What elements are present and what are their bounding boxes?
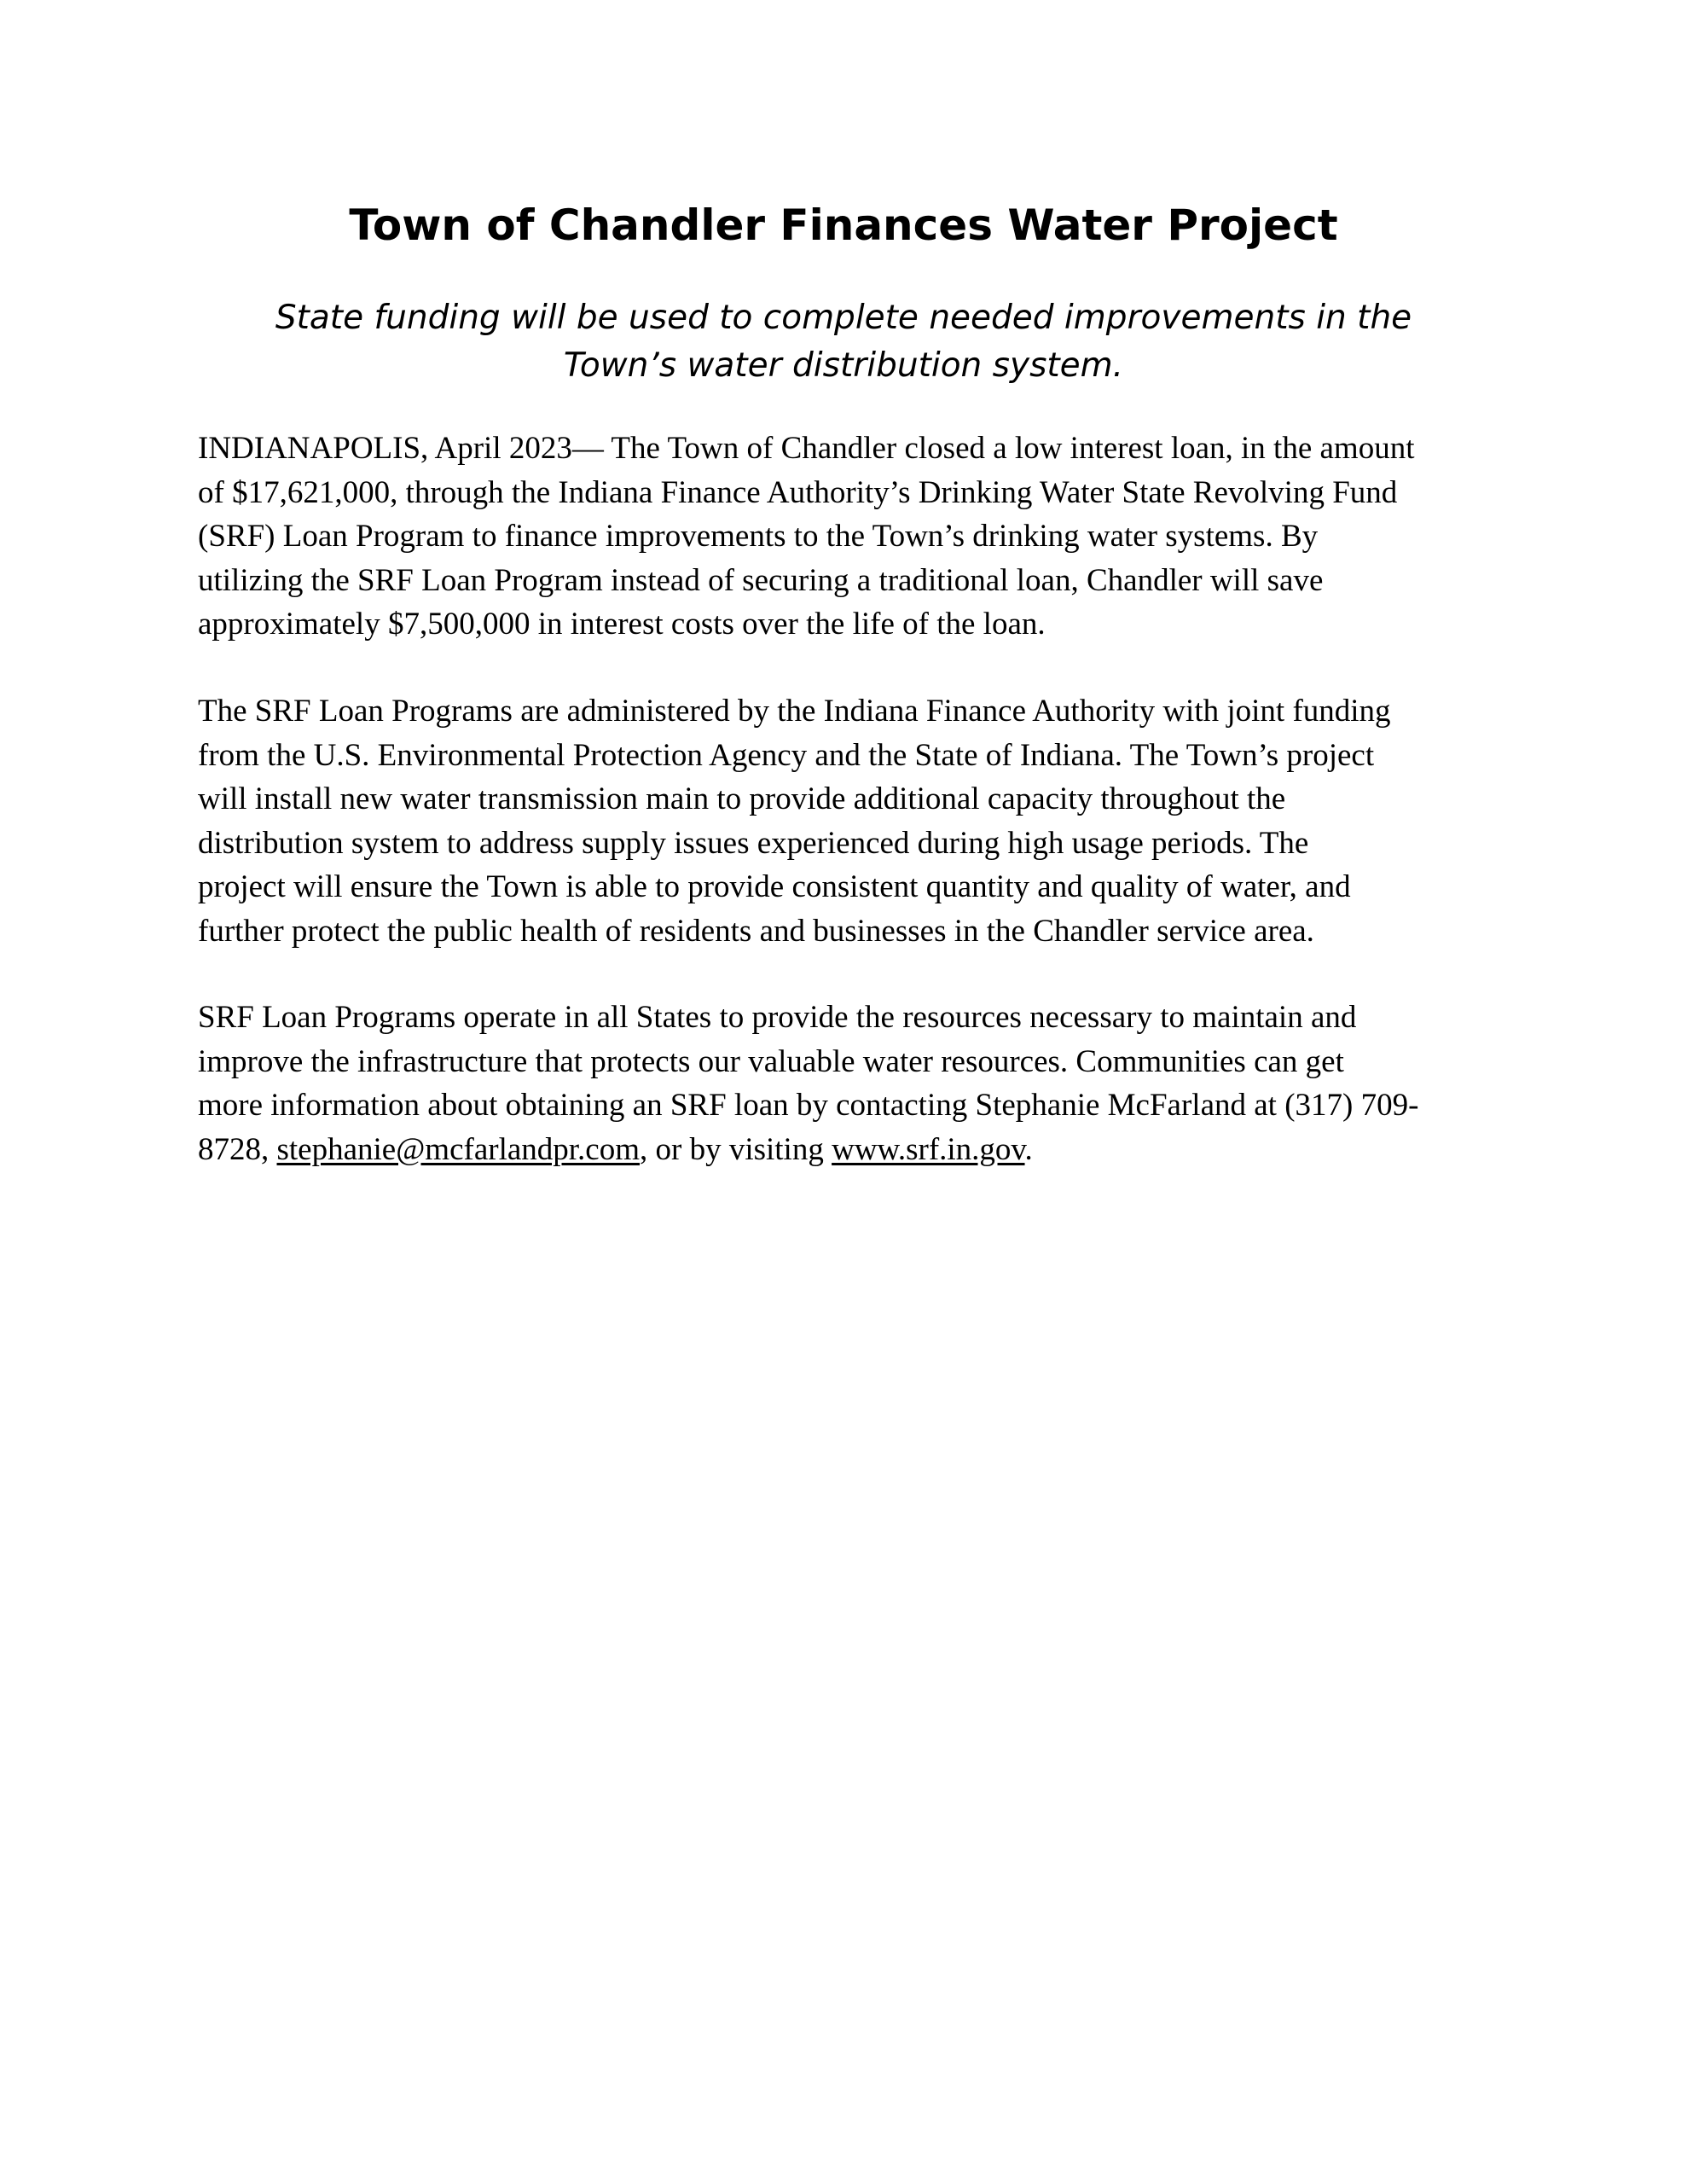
paragraph-line: distribution system to address supply issues experienced during high usage periods. The [198,825,1309,861]
last-line-suffix: . [1024,1131,1033,1167]
paragraph-line: approximately $7,500,000 in interest costs over the life of the loan. [198,607,1046,642]
paragraph-line: project will ensure the Town is able to provide consistent quantity and quality of water, and [198,869,1351,904]
paragraph-announcement [198,427,1503,647]
last-line-prefix: 8728, [198,1131,277,1167]
last-line-middle: , or by visiting [640,1131,832,1167]
paragraph-line: The SRF Loan Programs are administered by the Indiana Finance Authority with joint funding [198,694,1391,729]
paragraph-line: will install new water transmission main to provide additional capacity throughout the [198,781,1286,816]
document-subtitle [239,294,1448,390]
paragraph-line: INDIANAPOLIS, April 2023— The Town of Chandler closed a low interest loan, in the amount [198,431,1415,466]
email-link[interactable]: stephanie@mcfarlandpr.com [276,1131,640,1167]
paragraph-line: of $17,621,000, through the Indiana Finance Authority’s Drinking Water State Revolving Fund [198,474,1398,510]
website-link[interactable]: www.srf.in.gov [832,1131,1025,1167]
paragraph-line: further protect the public health of residents and businesses in the Chandler service area. [198,913,1314,949]
paragraph-last-line [198,1128,1503,1172]
paragraph-contact-info [198,996,1503,1171]
paragraph-line: SRF Loan Programs operate in all States to provide the resources necessary to maintain and [198,1000,1357,1035]
paragraph-line: improve the infrastructure that protects our valuable water resources. Communities can get [198,1043,1344,1079]
paragraph-line: from the U.S. Environmental Protection Agency and the State of Indiana. The Town’s project [198,737,1375,773]
paragraph-program-details [198,689,1503,953]
subtitle-line: Town’s water distribution system. [563,346,1124,385]
paragraph-line: (SRF) Loan Program to finance improvements to the Town’s drinking water systems. By [198,519,1319,554]
subtitle-line: State funding will be used to complete needed improvements in the [275,299,1412,337]
paragraph-line: more information about obtaining an SRF loan by contacting Stephanie McFarland at (317) 709- [198,1088,1419,1123]
document-title: Town of Chandler Finances Water Project [349,200,1338,250]
paragraph-line: utilizing the SRF Loan Program instead of securing a traditional loan, Chandler will save [198,562,1324,598]
